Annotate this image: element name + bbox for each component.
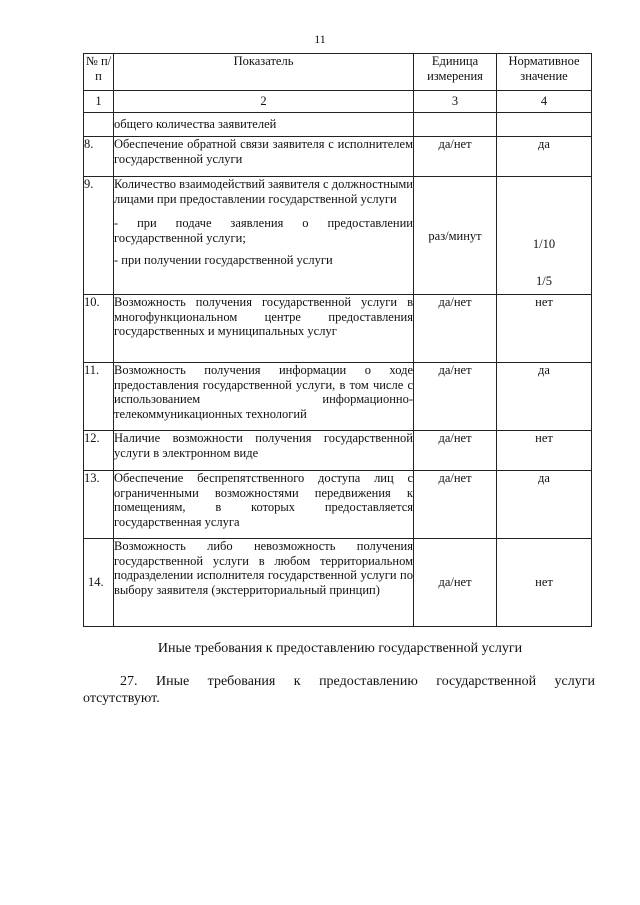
row-num: 11. bbox=[84, 363, 114, 431]
table-row bbox=[84, 431, 592, 471]
column-number-row bbox=[84, 91, 592, 113]
header-value: Нормативное значение bbox=[497, 54, 592, 91]
row-unit: раз/минут bbox=[414, 177, 497, 295]
requirements-table bbox=[83, 53, 592, 627]
row-num: 12. bbox=[84, 431, 114, 471]
table-row bbox=[84, 471, 592, 539]
row-value-submission: 1/10 bbox=[532, 237, 556, 251]
row-unit: да/нет bbox=[414, 471, 497, 539]
row-num: 9. bbox=[84, 177, 114, 295]
paragraph-line-1: 27. Иные требования к предоставлению государственной услуги bbox=[120, 674, 595, 689]
row-value: да bbox=[497, 471, 592, 539]
row-indicator: Наличие возможности получения государственной услуги в электронном виде bbox=[114, 431, 414, 471]
row-value-receipt: 1/5 bbox=[536, 273, 552, 288]
row-unit: да/нет bbox=[414, 431, 497, 471]
table-row bbox=[84, 113, 592, 137]
header-indicator: Показатель bbox=[114, 54, 414, 91]
row-unit: да/нет bbox=[414, 539, 497, 627]
row-value bbox=[497, 113, 592, 137]
row-value: нет bbox=[497, 431, 592, 471]
row-indicator: общего количества заявителей bbox=[114, 113, 414, 137]
row-num: 10. bbox=[84, 295, 114, 363]
col-number: 1 bbox=[84, 91, 114, 113]
header-num: № п/п bbox=[84, 54, 114, 91]
row-unit bbox=[414, 113, 497, 137]
row-unit: да/нет bbox=[414, 295, 497, 363]
section-title: Иные требования к предоставлению государственной услуги bbox=[157, 641, 523, 656]
row-num bbox=[84, 113, 114, 137]
row-indicator: Количество взаимодействий заявителя с должностными лицами при предоставлении государственной услуги - при подаче заявления о предоставлении государственной услуги; - при получении государственной услуги bbox=[114, 177, 414, 295]
table-row bbox=[84, 363, 592, 431]
row-unit: да/нет bbox=[414, 137, 497, 177]
header-unit: Единица измерения bbox=[414, 54, 497, 91]
row-indicator: Обеспечение обратной связи заявителя с исполнителем государственной услуги bbox=[114, 137, 414, 177]
row-num: 13. bbox=[84, 471, 114, 539]
row-unit: да/нет bbox=[414, 363, 497, 431]
row-value: да bbox=[497, 137, 592, 177]
table-row bbox=[84, 177, 592, 295]
row-value: нет bbox=[497, 539, 592, 627]
table-row bbox=[84, 137, 592, 177]
row-num: 14. bbox=[84, 539, 114, 627]
col-number: 4 bbox=[497, 91, 592, 113]
page-number: 11 bbox=[314, 32, 326, 46]
paragraph-line-2: отсутствуют. bbox=[83, 691, 160, 706]
row-value: да bbox=[497, 363, 592, 431]
col-number: 2 bbox=[114, 91, 414, 113]
table-row bbox=[84, 295, 592, 363]
row-indicator: Возможность либо невозможность получения государственной услуги в любом территориальном подразделении исполнителя государственной услуги по выбору заявителя (экстерриториальный принцип) bbox=[114, 539, 414, 627]
col-number: 3 bbox=[414, 91, 497, 113]
row-indicator: Возможность получения государственной услуги в многофункциональном центре предоставления государственных и муниципальных услуг bbox=[114, 295, 414, 363]
row-num: 8. bbox=[84, 137, 114, 177]
row-indicator: Обеспечение беспрепятственного доступа лиц с ограниченными возможностями передвижения к помещениям, в которых предоставляется государственная услуга bbox=[114, 471, 414, 539]
row-value bbox=[497, 177, 592, 295]
row-value: нет bbox=[497, 295, 592, 363]
row-indicator: Возможность получения информации о ходе предоставления государственной услуги, в том числе с использованием информационно-телекоммуникационных технологий bbox=[114, 363, 414, 431]
table-header-row bbox=[84, 54, 592, 91]
table-row bbox=[84, 539, 592, 627]
